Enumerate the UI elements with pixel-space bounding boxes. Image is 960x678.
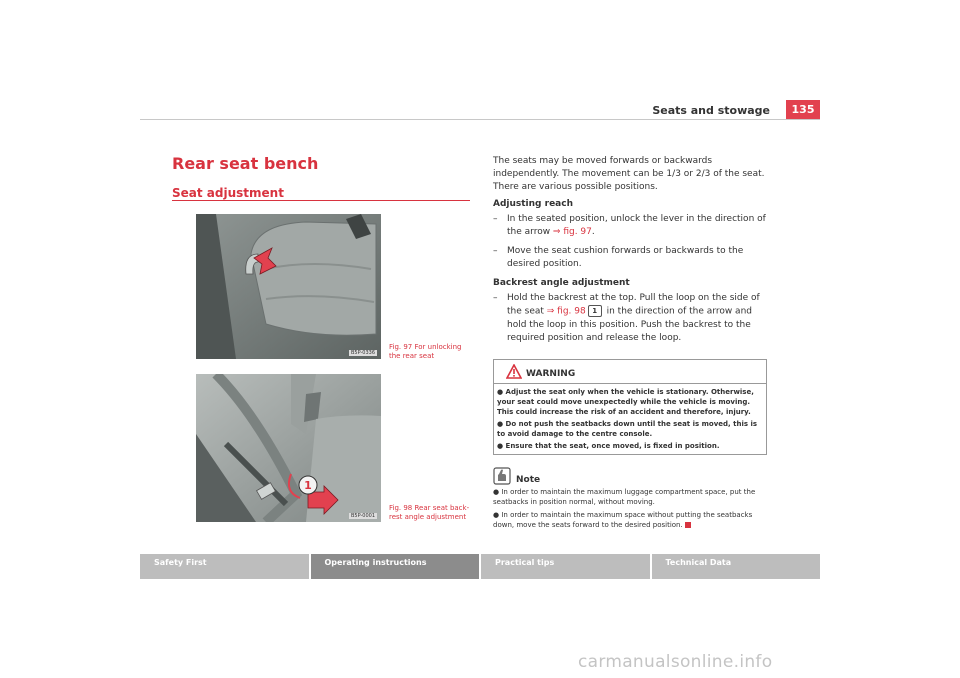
- callout-badge: 1: [588, 305, 602, 317]
- fig-98-link[interactable]: ⇒ fig. 98: [546, 306, 586, 317]
- header-rule: [140, 119, 820, 120]
- backrest-title: Backrest angle adjustment: [493, 278, 630, 288]
- note-icon: [493, 467, 511, 485]
- subsection-heading: Seat adjustment: [172, 186, 284, 200]
- figure-97-caption: Fig. 97 For unlocking the rear seat: [389, 343, 462, 360]
- note-item: ● In order to maintain the maximum luggage compartment space, put the seatbacks in position normal, without moving.: [493, 488, 756, 506]
- warning-rule: [494, 383, 766, 384]
- figure-97: [196, 214, 381, 359]
- warning-box: [493, 359, 767, 455]
- figure-code: B5P-0336: [350, 350, 375, 356]
- note-item: ● In order to maintain the maximum space without putting the seatbacks down, move the seats forward to the desired position.: [493, 511, 753, 529]
- figure-98: [196, 374, 381, 522]
- warning-triangle-icon: [506, 364, 522, 379]
- figure-callout: 1: [304, 479, 312, 492]
- backrest-adjust-illustration: [196, 374, 381, 522]
- intro-paragraph: The seats may be moved forwards or backwards independently. The movement can be 1/3 or 2/3 of the seat. There are various possible positions.: [493, 156, 765, 192]
- tab-safety-first[interactable]: Safety First: [140, 554, 309, 579]
- note-title: Note: [516, 475, 541, 485]
- warning-item: ● Do not push the seatbacks down until the seat is moved, this is to avoid damage to the centre console.: [497, 420, 758, 438]
- section-heading: Rear seat bench: [172, 154, 319, 173]
- page-number: 135: [786, 100, 820, 120]
- reach-title: Adjusting reach: [493, 199, 573, 209]
- footer-tabs: [140, 554, 820, 579]
- warning-title: WARNING: [526, 369, 576, 379]
- reach-step-2: – Move the seat cushion forwards or backwards to the desired position.: [493, 246, 744, 269]
- warning-item: ● Ensure that the seat, once moved, is fixed in position.: [497, 442, 720, 450]
- backrest-step: – Hold the backrest at the top. Pull the loop on the side of the seat ⇒ fig. 98 1 in the direction of the arrow and hold the loop in this position. Push the backrest to the required position and release the loop.: [493, 293, 760, 343]
- figure-code: B5P-0001: [350, 513, 375, 519]
- figure-98-caption: Fig. 98 Rear seat back-rest angle adjustment: [389, 504, 470, 521]
- reach-step-1: – In the seated position, unlock the lever in the direction of the arrow ⇒ fig. 97.: [493, 214, 766, 237]
- warning-item: ● Adjust the seat only when the vehicle is stationary. Otherwise, your seat could move unexpectedly while the vehicle is moving. This could increase the risk of an accident and therefore, injury.: [497, 388, 754, 416]
- body-text: [493, 155, 771, 351]
- tab-practical-tips[interactable]: Practical tips: [481, 554, 650, 579]
- warning-list: [494, 387, 766, 453]
- note-list: [493, 487, 771, 533]
- tab-technical-data[interactable]: Technical Data: [652, 554, 821, 579]
- section-end-mark-icon: [685, 522, 691, 528]
- subheading-rule: [172, 200, 470, 201]
- seat-unlock-illustration: [196, 214, 381, 359]
- tab-operating-instructions[interactable]: Operating instructions: [311, 554, 480, 579]
- fig-97-link[interactable]: ⇒ fig. 97: [552, 227, 592, 237]
- header-section-title: Seats and stowage: [652, 104, 770, 117]
- watermark: carmanualsonline.info: [578, 652, 773, 672]
